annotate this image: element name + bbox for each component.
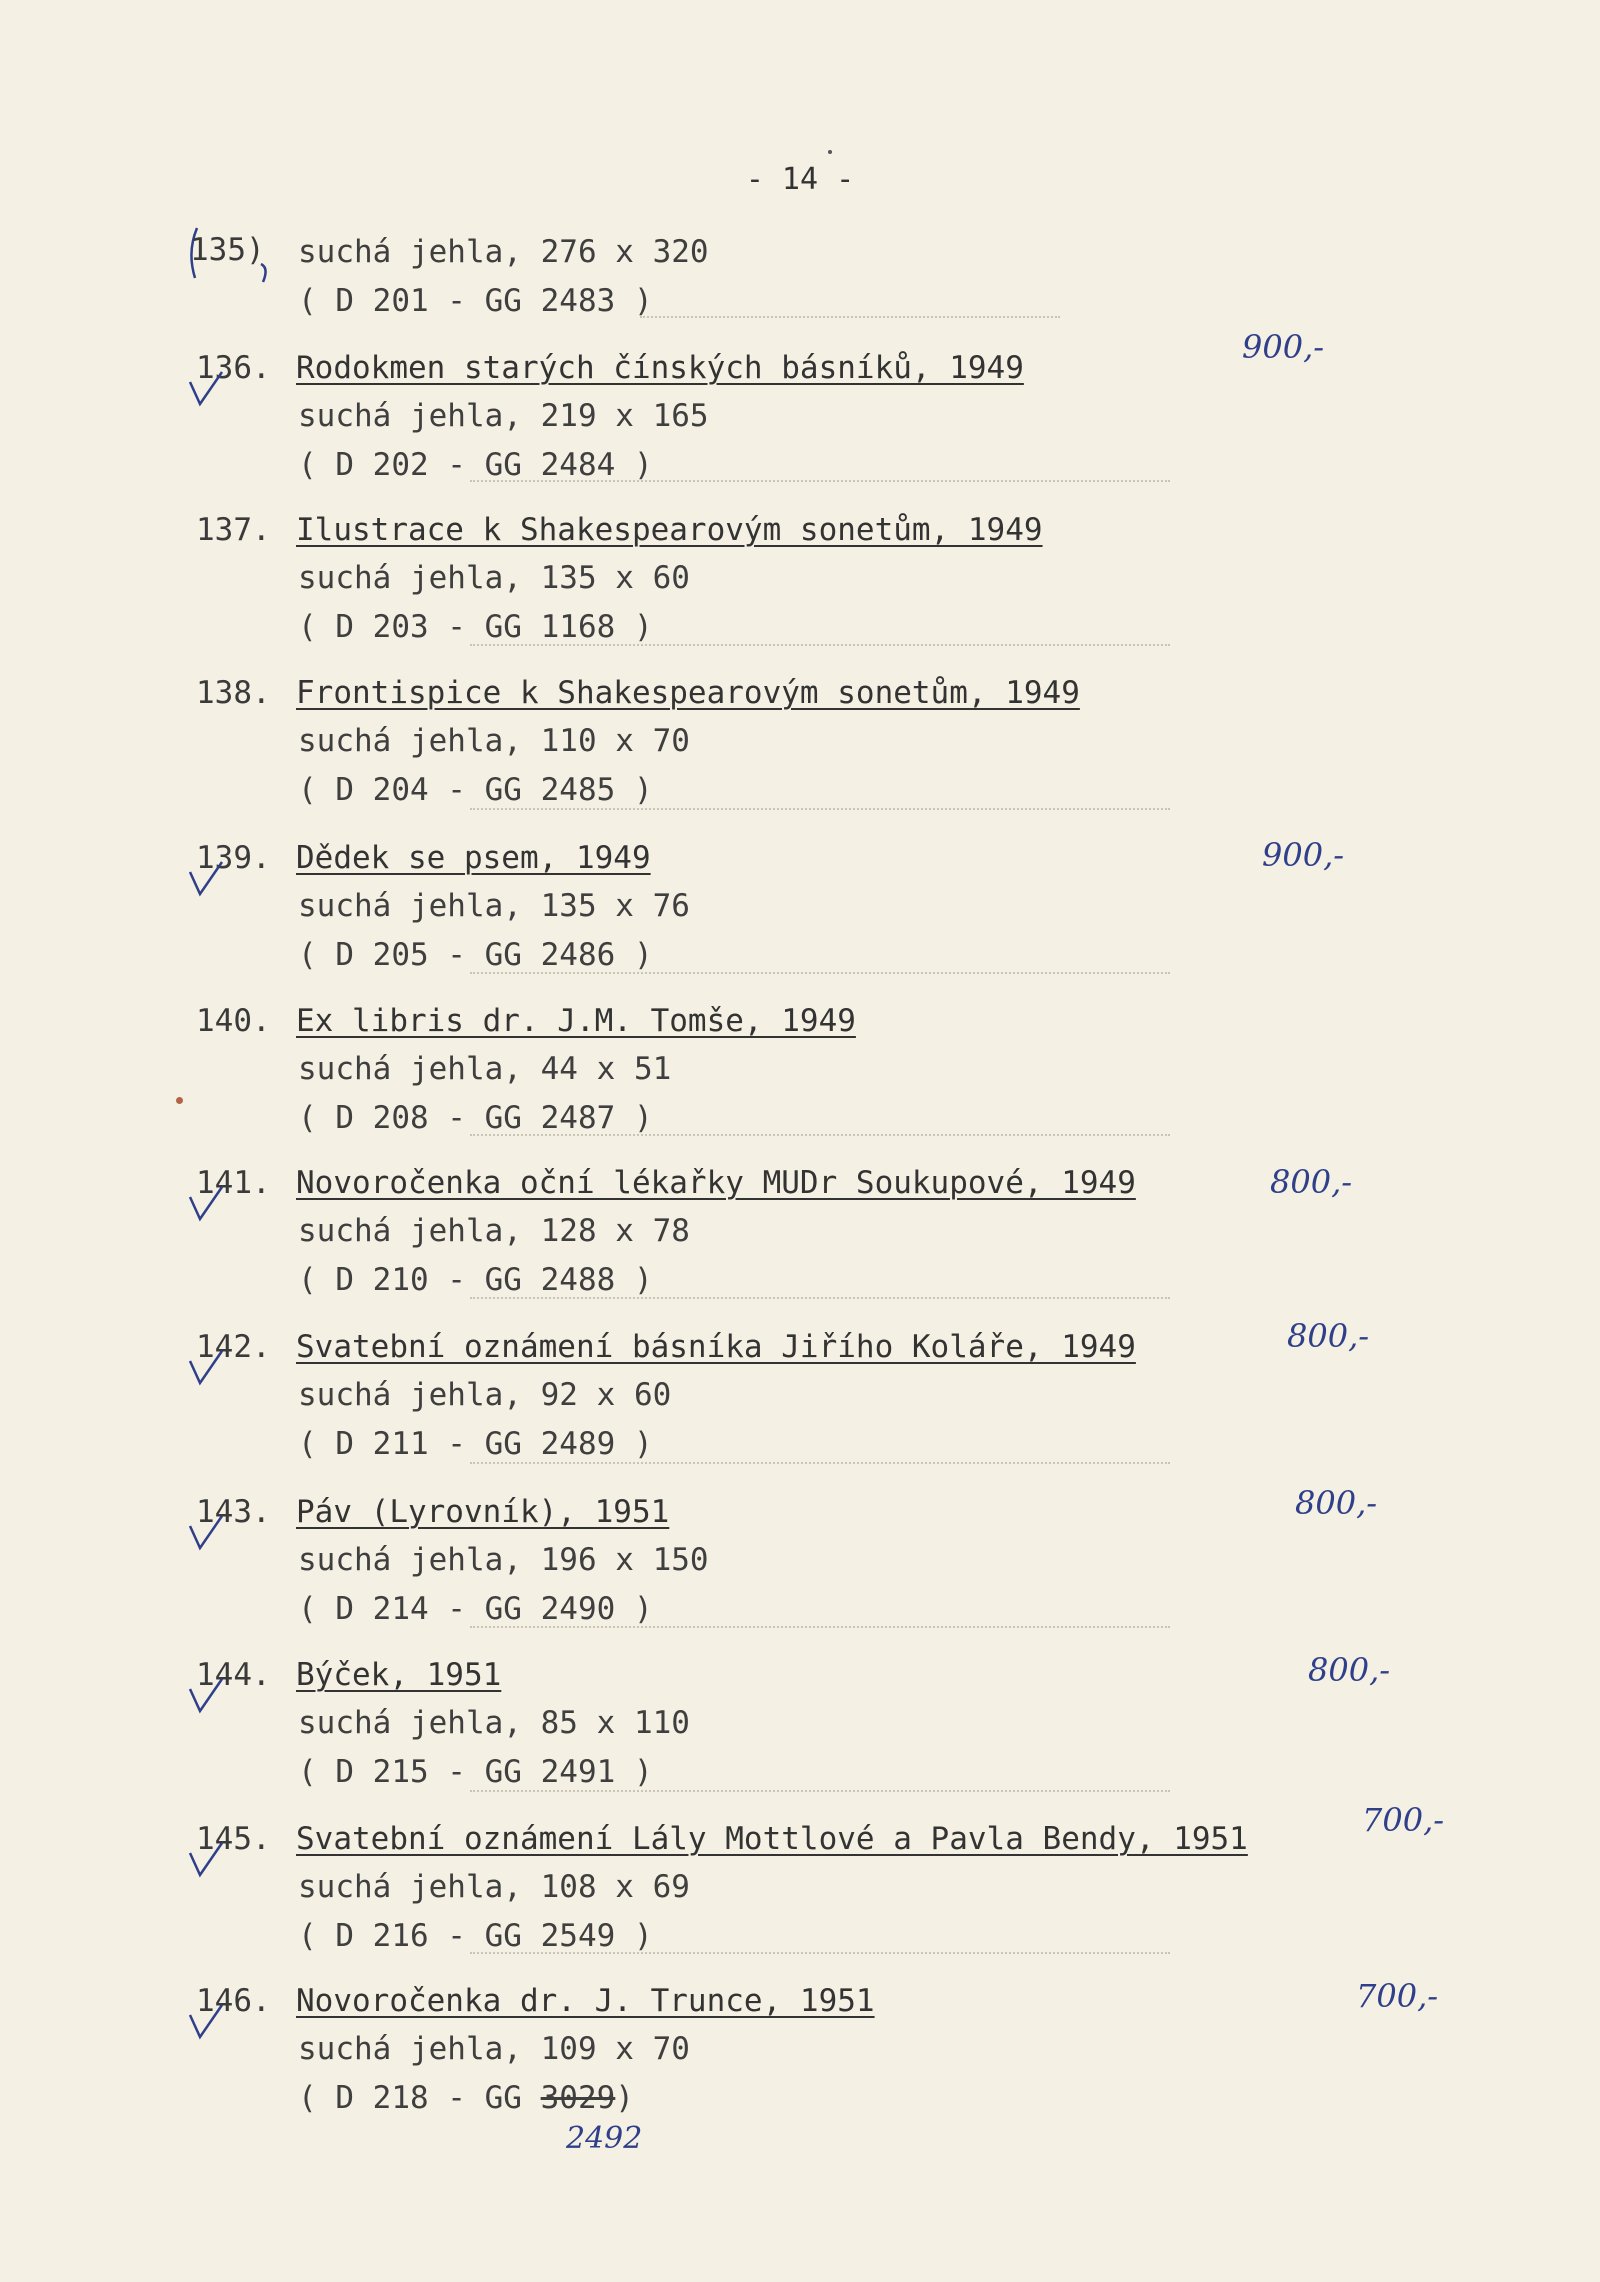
- struck-out-number: 3029: [540, 2080, 616, 2116]
- ink-smudge: [176, 1097, 183, 1104]
- entry-number: 137.: [196, 512, 271, 548]
- handwritten-price: 900,-: [1242, 328, 1325, 366]
- separator-dotted: [470, 1462, 1170, 1464]
- separator-dotted: [470, 1626, 1170, 1628]
- separator-dotted: [470, 1297, 1170, 1299]
- handwritten-price: 900,-: [1262, 836, 1345, 874]
- technique-dimensions: suchá jehla, 44 x 51: [298, 1051, 672, 1087]
- catalog-reference: [298, 2080, 634, 2116]
- page-number: - 14 -: [745, 162, 855, 197]
- handwritten-price: 800,-: [1295, 1484, 1378, 1522]
- check-mark-icon: [186, 1675, 226, 1715]
- catalog-reference: ( D 204 - GG 2485 ): [298, 772, 653, 808]
- separator-dotted: [470, 480, 1170, 482]
- separator-dotted: [640, 316, 1060, 318]
- entry-title: Svatební oznámení Lály Mottlové a Pavla Bendy, 1951: [296, 1821, 1248, 1857]
- entry-number: 145.: [196, 1821, 271, 1857]
- technique-dimensions: suchá jehla, 135 x 76: [298, 888, 690, 924]
- entry-title: Rodokmen starých čínských básníků, 1949: [296, 350, 1024, 386]
- separator-dotted: [470, 972, 1170, 974]
- handwritten-price: 800,-: [1308, 1651, 1391, 1689]
- catalog-reference: ( D 208 - GG 2487 ): [298, 1100, 653, 1136]
- check-mark-icon: [186, 1347, 226, 1387]
- entry-title: Svatební oznámení básníka Jiřího Koláře, 1949: [296, 1329, 1136, 1365]
- entry-title: Frontispice k Shakespearovým sonetům, 1949: [296, 675, 1080, 711]
- separator-dotted: [470, 644, 1170, 646]
- separator-dotted: [470, 808, 1170, 810]
- entry-number: 142.: [196, 1329, 271, 1365]
- check-mark-icon: [186, 858, 226, 898]
- entry-number: 140.: [196, 1003, 271, 1039]
- technique-dimensions: suchá jehla, 109 x 70: [298, 2031, 690, 2067]
- handwritten-price: 700,-: [1362, 1801, 1445, 1839]
- catalog-reference-prefix: ( D 218 - GG: [298, 2080, 541, 2116]
- catalog-reference: ( D 210 - GG 2488 ): [298, 1262, 653, 1298]
- entry-title: Ilustrace k Shakespearovým sonetům, 1949: [296, 512, 1043, 548]
- separator-dotted: [470, 1952, 1170, 1954]
- check-mark-icon: [186, 368, 226, 408]
- entry-number: 146.: [196, 1983, 271, 2019]
- handwritten-correction: 2492: [566, 2121, 643, 2156]
- technique-dimensions: suchá jehla, 128 x 78: [298, 1213, 690, 1249]
- entry-number: 139.: [196, 840, 271, 876]
- entry-title: Páv (Lyrovník), 1951: [296, 1494, 670, 1530]
- handwritten-price: 800,-: [1287, 1317, 1370, 1355]
- technique-dimensions: suchá jehla, 196 x 150: [298, 1542, 709, 1578]
- technique-dimensions: suchá jehla, 85 x 110: [298, 1705, 690, 1741]
- entry-number: 138.: [196, 675, 271, 711]
- technique-dimensions: suchá jehla, 135 x 60: [298, 560, 690, 596]
- entry-title: Dědek se psem, 1949: [296, 840, 651, 876]
- technique-dimensions: suchá jehla, 92 x 60: [298, 1377, 672, 1413]
- entry-number: 144.: [196, 1657, 271, 1693]
- check-mark-icon: [186, 1839, 226, 1879]
- catalog-reference: ( D 211 - GG 2489 ): [298, 1426, 653, 1462]
- ink-speck: [828, 150, 832, 154]
- entry-title: Ex libris dr. J.M. Tomše, 1949: [296, 1003, 856, 1039]
- check-mark-icon: [186, 1512, 226, 1552]
- check-mark-icon: [186, 1183, 226, 1223]
- separator-dotted: [470, 1790, 1170, 1792]
- catalog-reference-suffix: ): [615, 2080, 634, 2116]
- handwritten-price: 800,-: [1270, 1163, 1353, 1201]
- entry-title: Novoročenka oční lékařky MUDr Soukupové, 1949: [296, 1165, 1136, 1201]
- technique-dimensions: suchá jehla, 108 x 69: [298, 1869, 690, 1905]
- technique-dimensions: suchá jehla, 110 x 70: [298, 723, 690, 759]
- entry-number: 136.: [196, 350, 271, 386]
- check-mark-icon: [186, 2001, 226, 2041]
- entry-number: 143.: [196, 1494, 271, 1530]
- catalog-reference: ( D 215 - GG 2491 ): [298, 1754, 653, 1790]
- catalog-reference: ( D 203 - GG 1168 ): [298, 609, 653, 645]
- entry-title: Novoročenka dr. J. Trunce, 1951: [296, 1983, 875, 2019]
- entry-number: 141.: [196, 1165, 271, 1201]
- technique-dimensions: suchá jehla, 276 x 320: [298, 234, 709, 270]
- catalog-reference: ( D 214 - GG 2490 ): [298, 1591, 653, 1627]
- catalog-reference: ( D 216 - GG 2549 ): [298, 1918, 653, 1954]
- technique-dimensions: suchá jehla, 219 x 165: [298, 398, 709, 434]
- entry-title: Býček, 1951: [296, 1657, 502, 1693]
- separator-dotted: [470, 1134, 1170, 1136]
- catalog-reference: ( D 201 - GG 2483 ): [298, 283, 653, 319]
- catalog-reference: ( D 205 - GG 2486 ): [298, 937, 653, 973]
- entry-number: 135): [190, 232, 265, 268]
- catalog-reference: ( D 202 - GG 2484 ): [298, 447, 653, 483]
- handwritten-price: 700,-: [1356, 1977, 1439, 2015]
